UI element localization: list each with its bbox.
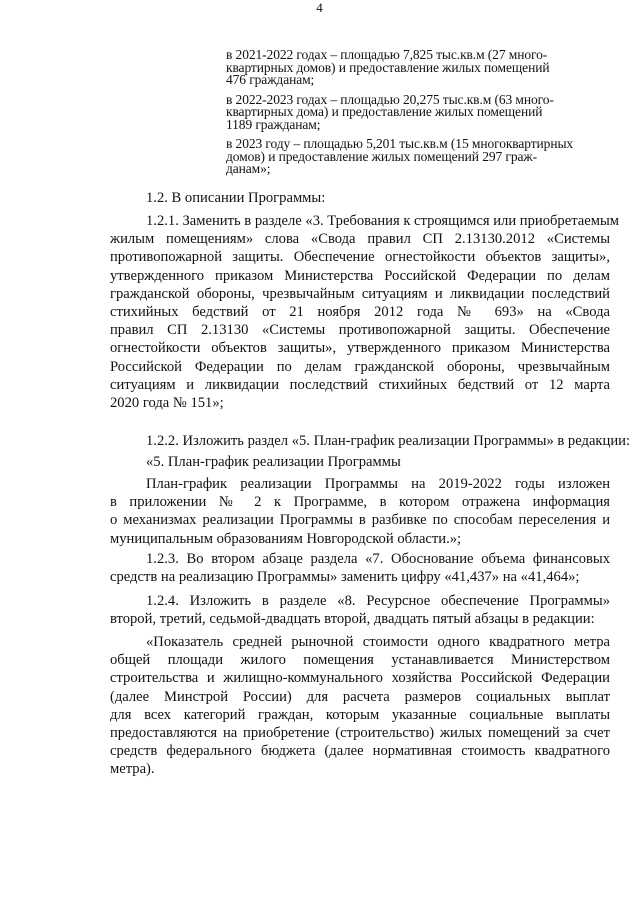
paragraph-line: предоставляются на приобретение (строительство) жилых помещений за счет [110, 725, 610, 742]
list-line: квартирных домов) и предоставление жилых помещений [226, 59, 550, 75]
paragraph-line: общей площади жилого помещения устанавливается Министерством [110, 652, 610, 669]
paragraph-line: 1.2.1. Заменить в разделе «3. Требования к строящимся или приобретаемым [146, 213, 619, 229]
paragraph-line: План-график реализации Программы на 2019-2022 годы изложен [146, 476, 610, 492]
paragraph-line: средств на реализацию Программы» заменить цифру «41,437» на «41,464»; [110, 569, 580, 586]
list-line: в 2021-2022 годах – площадью 7,825 тыс.кв.м (27 много- [226, 47, 548, 62]
paragraph-line: 1.2.2. Изложить раздел «5. План-график реализации Программы» в редакции: [146, 433, 630, 449]
paragraph-line: «Показатель средней рыночной стоимости одного квадратного метра [146, 634, 610, 650]
paragraph-line: о механизмах реализации Программы в разбивке по способам переселения и [110, 512, 610, 529]
list-item [226, 138, 608, 176]
paragraph-1-2-3 [110, 550, 610, 586]
paragraph-line: в приложении № 2 к Программе, в котором отражена информация [110, 494, 610, 511]
paragraph-1-2-4 [110, 592, 610, 628]
housing-list [226, 49, 608, 183]
paragraph-line: метра). [110, 761, 155, 778]
paragraph-line: противопожарной защиты. Обеспечение огнестойкости объектов защиты», [110, 249, 610, 266]
paragraph-line: Российской Федерации по делам гражданской обороны, чрезвычайным [110, 358, 610, 375]
paragraph-line: 1.2.4. Изложить в разделе «8. Ресурсное обеспечение Программы» [146, 593, 610, 609]
paragraph-line: 1.2.3. Во втором абзаце раздела «7. Обоснование объема финансовых [146, 551, 610, 567]
list-line: в 2023 году – площадью 5,201 тыс.кв.м (15 многоквартирных [226, 136, 574, 151]
paragraph-line: гражданской обороны, чрезвычайным ситуациям и ликвидации последствий [110, 285, 610, 302]
list-item [226, 91, 608, 132]
list-item [226, 49, 608, 87]
list-line: квартирных дома) и предоставление жилых помещений [226, 104, 543, 119]
list-line: 476 гражданам; [226, 72, 315, 87]
paragraph-line: муниципальным образованиям Новгородской области.»; [110, 530, 462, 547]
paragraph-line: 2020 года № 151»; [110, 395, 224, 412]
paragraph-line: (далее Минстрой России) для расчета размеров социальных выплат [110, 688, 610, 705]
paragraph-line: строительства и жилищно-коммунального хозяйства Российской Федерации [110, 670, 610, 687]
paragraph-line: стихийных бедствий от 21 ноября 2012 года № 693» на «Свода [110, 304, 610, 321]
paragraph-line: ситуациям и ликвидации последствий стихийных бедствий от 12 марта [110, 376, 610, 393]
paragraph-line: средств федерального бюджета (далее нормативная стоимость квадратного [110, 743, 610, 760]
list-line: данам»; [226, 161, 271, 176]
paragraph-1-2-1 [110, 212, 619, 412]
paragraph-line: правил СП 2.13130 «Системы противопожарной защиты. Обеспечение [110, 322, 610, 339]
paragraph-line: жилым помещениям» слова «Свода правил СП 2.13130.2012 «Системы [110, 231, 610, 248]
paragraph-1-2 [110, 189, 610, 207]
quote-title [110, 453, 610, 471]
paragraph-line: 1.2. В описании Программы: [146, 190, 326, 206]
paragraph-line: «5. План-график реализации Программы [146, 454, 401, 470]
page-number: 4 [316, 0, 323, 15]
paragraph-indicator [110, 633, 610, 779]
paragraph-line: второй, третий, седьмой-двадцать второй, двадцать пятый абзацы в редакции: [110, 611, 595, 628]
list-line: в 2022-2023 годах – площадью 20,275 тыс.кв.м (63 много- [226, 91, 554, 107]
paragraph-1-2-2 [110, 432, 630, 450]
paragraph-line: огнестойкости объектов защиты», утвержденного приказом Министерства [110, 340, 610, 357]
list-line: 1189 гражданам; [226, 116, 321, 132]
paragraph-line: для всех категорий граждан, которым указанные социальные выплаты [110, 706, 610, 723]
paragraph-plan [110, 475, 610, 548]
paragraph-line: утвержденного приказом Министерства Российской Федерации по делам [110, 267, 610, 284]
list-line: домов) и предоставление жилых помещений 297 граж- [226, 148, 538, 164]
